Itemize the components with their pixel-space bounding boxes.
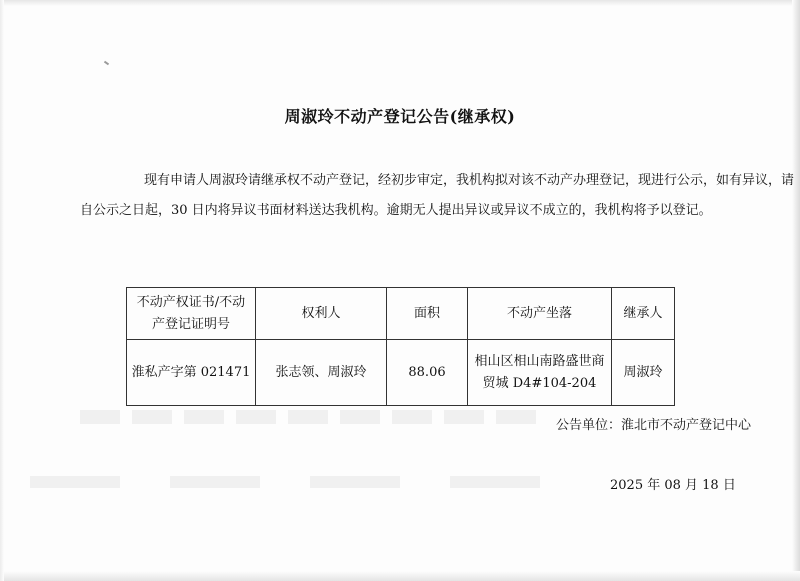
- column-header-location: 不动产坐落: [468, 288, 612, 340]
- cell-certificate: 淮私产字第 021471: [127, 340, 256, 406]
- column-header-heir: 继承人: [612, 288, 675, 340]
- column-header-owner: 权利人: [256, 288, 387, 340]
- page-edge-top: [0, 0, 800, 6]
- cell-location: 相山区相山南路盛世商贸城 D4#104-204: [468, 340, 612, 406]
- table-row: [127, 340, 675, 406]
- page-edge-right: [792, 0, 800, 581]
- column-header-certificate: 不动产权证书/不动产登记证明号: [127, 288, 256, 340]
- cell-owner: 张志领、周淑玲: [256, 340, 387, 406]
- column-header-area: 面积: [387, 288, 468, 340]
- table-header-row: [127, 288, 675, 340]
- notice-body: [80, 166, 800, 226]
- cell-area: 88.06: [387, 340, 468, 406]
- notice-title: 周淑玲不动产登记公告(继承权): [284, 107, 516, 126]
- page-edge-bottom: [0, 571, 800, 581]
- scan-speck: [104, 61, 109, 66]
- page-edge-left: [0, 0, 4, 581]
- registration-table: [126, 287, 675, 406]
- notice-body-line: 现有申请人周淑玲请继承权不动产登记，经初步审定，我机构拟对该不动产办理登记，现进行公示，如有异议，请: [144, 173, 795, 188]
- show-through-text: [80, 410, 540, 424]
- notice-body-line: 自公示之日起，30 日内将异议书面材料送达我机构。逾期无人提出异议或异议不成立的，我机构将予以登记。: [80, 203, 712, 218]
- cell-heir: 周淑玲: [612, 340, 675, 406]
- show-through-text: [30, 476, 590, 488]
- notice-date: 2025 年 08 月 18 日: [610, 478, 736, 493]
- issuing-authority: 公告单位：淮北市不动产登记中心: [556, 418, 752, 433]
